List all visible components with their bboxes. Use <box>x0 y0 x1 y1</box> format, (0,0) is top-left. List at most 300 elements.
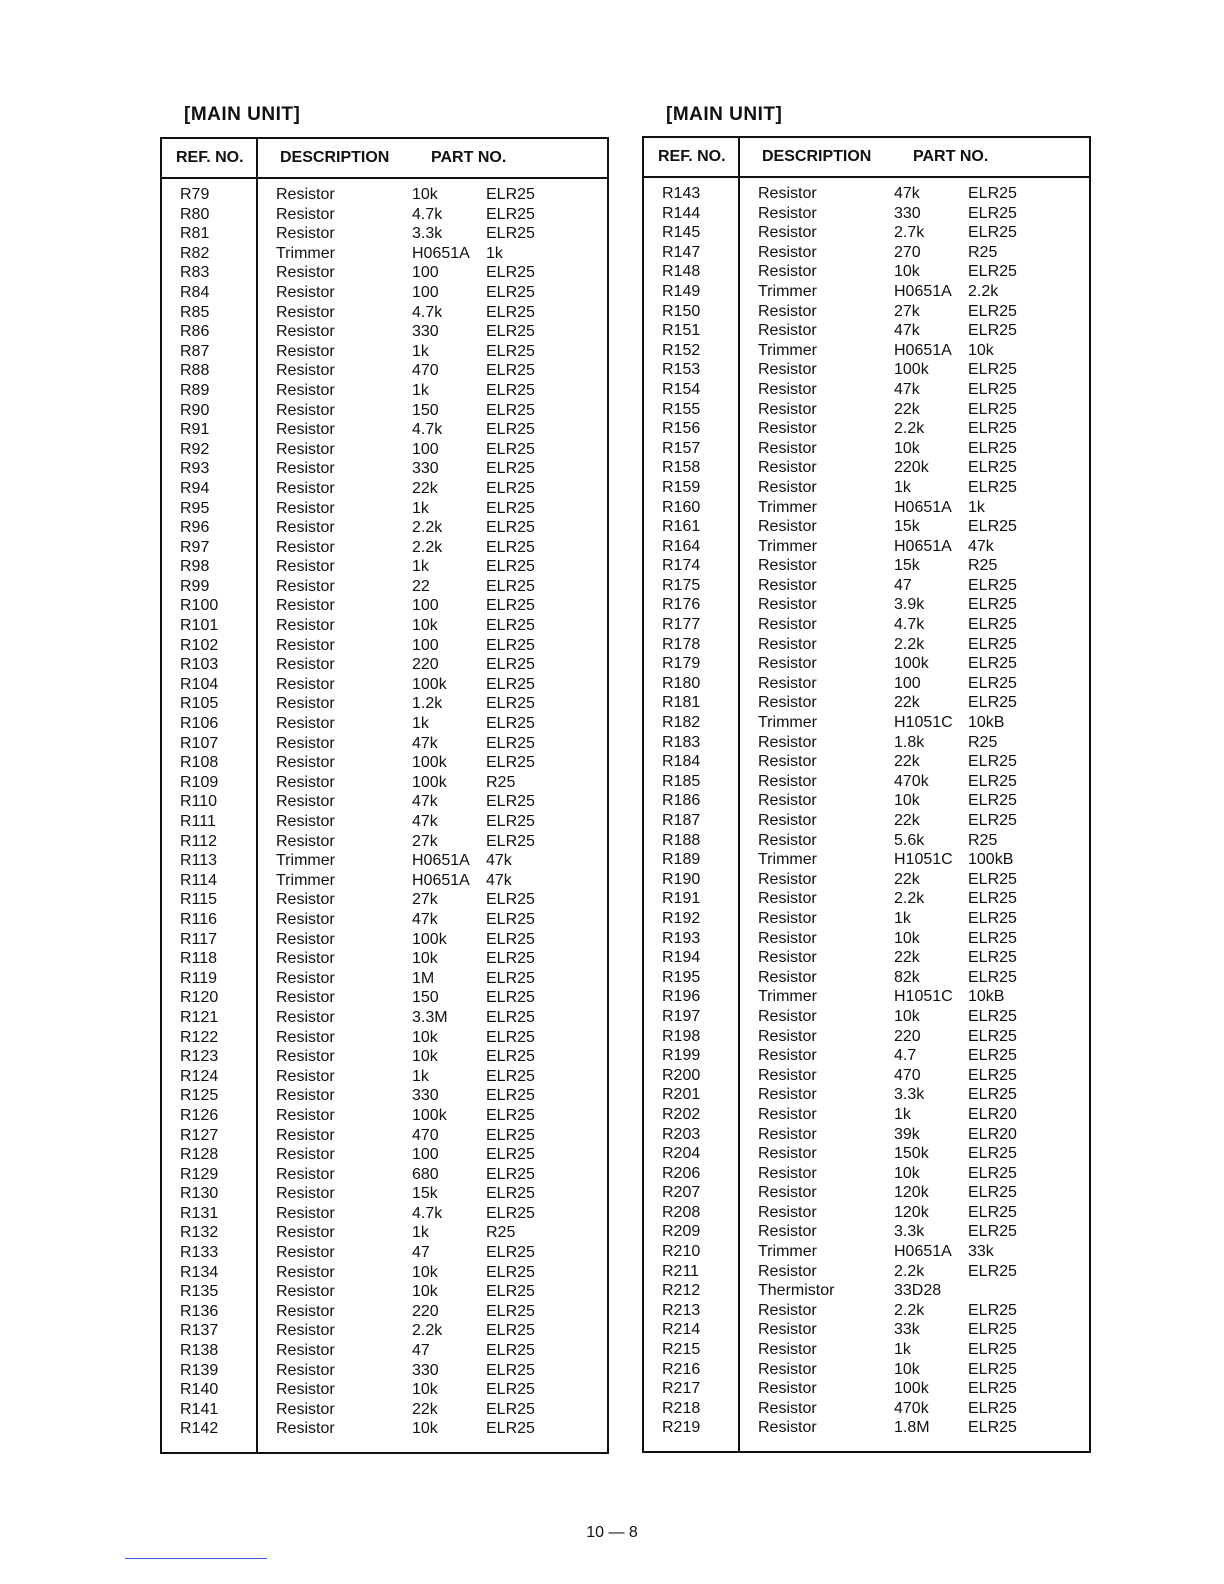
part-type-cell: ELR25 <box>968 1184 1017 1202</box>
table-rows <box>162 185 607 1439</box>
table-row <box>644 1125 1089 1145</box>
ref-no-cell: R130 <box>180 1185 219 1203</box>
ref-no-cell: R202 <box>662 1105 701 1123</box>
description-cell: Resistor <box>758 576 817 594</box>
description-cell: Resistor <box>758 655 817 673</box>
part-type-cell: ELR25 <box>486 421 535 439</box>
description-cell: Resistor <box>758 1341 817 1359</box>
part-type-cell: ELR25 <box>968 1164 1017 1182</box>
ref-no-cell: R174 <box>662 557 701 575</box>
part-type-cell: ELR25 <box>486 1361 535 1379</box>
table-row <box>162 538 607 558</box>
part-type-cell: ELR25 <box>968 1066 1017 1084</box>
part-type-cell: ELR25 <box>968 909 1017 927</box>
part-value-cell: 330 <box>894 204 921 222</box>
part-value-cell: 3.3k <box>894 1086 925 1104</box>
table-row <box>162 1282 607 1302</box>
table-row <box>162 753 607 773</box>
description-cell: Resistor <box>758 185 817 202</box>
ref-no-cell: R95 <box>180 499 210 517</box>
description-cell: Resistor <box>758 890 817 908</box>
table-row <box>644 1027 1089 1047</box>
ref-no-cell: R110 <box>180 793 218 811</box>
part-type-cell: ELR25 <box>968 812 1017 829</box>
table-row <box>644 282 1089 302</box>
part-value-cell: 22k <box>894 949 920 967</box>
description-cell: Resistor <box>758 635 817 653</box>
ref-no-cell: R89 <box>180 381 210 399</box>
table-row <box>162 890 607 910</box>
page-number: 10 — 8 <box>586 1524 638 1541</box>
table-row <box>162 1106 607 1126</box>
ref-no-cell: R135 <box>180 1283 219 1301</box>
table-row <box>162 185 607 205</box>
table-row <box>644 1105 1089 1125</box>
ref-no-cell: R207 <box>662 1184 701 1202</box>
description-cell: Resistor <box>758 733 817 751</box>
part-value-cell: 1k <box>412 342 429 360</box>
part-value-cell: 470 <box>412 362 439 380</box>
ref-no-cell: R136 <box>180 1302 219 1320</box>
ref-no-cell: R143 <box>662 185 701 202</box>
description-cell: Resistor <box>758 1380 817 1398</box>
description-cell: Resistor <box>758 459 817 477</box>
part-type-cell: ELR25 <box>968 1360 1017 1378</box>
part-type-cell: ELR25 <box>968 635 1017 653</box>
ref-no-cell: R86 <box>180 323 210 341</box>
ref-no-cell: R100 <box>180 597 219 615</box>
part-type-cell: ELR25 <box>486 1283 535 1301</box>
part-type-cell: ELR25 <box>486 479 535 497</box>
description-cell: Resistor <box>758 949 817 967</box>
ref-no-cell: R152 <box>662 341 701 359</box>
table-rows <box>644 184 1089 1438</box>
description-cell: Resistor <box>758 1399 817 1417</box>
part-type-cell: ELR25 <box>968 459 1017 477</box>
part-value-cell: 47 <box>412 1342 430 1360</box>
description-cell: Resistor <box>276 421 335 439</box>
ref-no-cell: R186 <box>662 792 701 810</box>
ref-no-cell: R175 <box>662 576 701 594</box>
part-type-cell: ELR25 <box>968 792 1017 810</box>
part-value-cell: 220 <box>412 1302 439 1320</box>
description-cell: Resistor <box>758 420 817 438</box>
part-type-cell: ELR25 <box>486 362 535 380</box>
part-value-cell: 470k <box>894 772 929 790</box>
table-row <box>644 556 1089 576</box>
table-row <box>644 360 1089 380</box>
ref-no-cell: R177 <box>662 616 701 634</box>
table-row <box>644 987 1089 1007</box>
description-cell: Resistor <box>758 1066 817 1084</box>
part-type-cell: ELR25 <box>968 949 1017 967</box>
table-row <box>162 1243 607 1263</box>
part-value-cell: H0651A <box>894 341 952 359</box>
part-value-cell: 470k <box>894 1399 929 1417</box>
part-type-cell: ELR25 <box>968 1399 1017 1417</box>
description-cell: Resistor <box>276 401 335 419</box>
description-cell: Resistor <box>758 518 817 536</box>
table-row <box>162 988 607 1008</box>
ref-no-cell: R138 <box>180 1342 219 1360</box>
part-value-cell: 1k <box>894 909 911 927</box>
table-row <box>644 400 1089 420</box>
part-value-cell: 470 <box>894 1066 921 1084</box>
description-cell: Resistor <box>758 694 817 712</box>
part-value-cell: 2.2k <box>894 420 925 438</box>
description-cell: Resistor <box>276 910 335 928</box>
description-cell: Resistor <box>276 930 335 948</box>
description-cell: Resistor <box>276 1342 335 1360</box>
ref-no-cell: R133 <box>180 1244 219 1262</box>
part-value-cell: 150k <box>894 1145 929 1163</box>
description-cell: Trimmer <box>276 871 335 889</box>
part-value-cell: 10k <box>894 1360 920 1378</box>
part-value-cell: 47k <box>894 185 920 202</box>
ref-no-cell: R108 <box>180 754 219 772</box>
table-row <box>162 1321 607 1341</box>
table-row <box>162 263 607 283</box>
table-row <box>162 381 607 401</box>
ref-no-cell: R128 <box>180 1146 219 1164</box>
part-type-cell: ELR25 <box>486 1342 535 1360</box>
ref-no-cell: R118 <box>180 950 218 968</box>
table-row <box>162 1263 607 1283</box>
description-cell: Resistor <box>276 519 335 537</box>
description-cell: Resistor <box>758 1086 817 1104</box>
part-value-cell: 22k <box>894 694 920 712</box>
part-type-cell: ELR25 <box>486 754 535 772</box>
ref-no-cell: R91 <box>180 421 210 439</box>
ref-no-cell: R132 <box>180 1224 219 1242</box>
part-value-cell: 4.7k <box>412 205 443 223</box>
ref-no-cell: R98 <box>180 558 210 576</box>
table-row <box>644 204 1089 224</box>
part-value-cell: 2.2k <box>412 519 443 537</box>
description-cell: Resistor <box>276 1400 335 1418</box>
ref-no-cell: R211 <box>662 1262 700 1280</box>
table-row <box>644 909 1089 929</box>
description-cell: Resistor <box>758 929 817 947</box>
footer-rule <box>125 1558 267 1559</box>
part-value-cell: 27k <box>412 832 438 850</box>
table-row <box>162 283 607 303</box>
table-row <box>644 635 1089 655</box>
description-cell: Resistor <box>276 577 335 595</box>
part-type-cell: ELR25 <box>968 518 1017 536</box>
table-row <box>644 831 1089 851</box>
table-row <box>644 693 1089 713</box>
part-value-cell: 100k <box>894 1380 929 1398</box>
table-header <box>162 139 607 179</box>
description-cell: Resistor <box>758 1262 817 1280</box>
part-value-cell: 10k <box>412 617 438 635</box>
part-type-cell: 1k <box>486 244 503 262</box>
part-value-cell: 15k <box>412 1185 438 1203</box>
table-row <box>644 850 1089 870</box>
part-type-cell: ELR25 <box>968 1380 1017 1398</box>
ref-no-cell: R161 <box>662 518 701 536</box>
part-type-cell: ELR25 <box>486 1204 535 1222</box>
part-value-cell: 22k <box>894 812 920 829</box>
part-type-cell: ELR25 <box>486 1106 535 1124</box>
table-row <box>644 341 1089 361</box>
ref-no-cell: R191 <box>662 890 701 908</box>
part-type-cell: 10kB <box>968 714 1005 732</box>
part-type-cell: R25 <box>968 831 998 849</box>
description-cell: Resistor <box>758 478 817 496</box>
part-value-cell: 1k <box>894 1341 911 1359</box>
description-cell: Resistor <box>758 1184 817 1202</box>
part-value-cell: 5.6k <box>894 831 925 849</box>
table-row <box>162 734 607 754</box>
part-type-cell: ELR25 <box>486 1028 535 1046</box>
table-row <box>644 1222 1089 1242</box>
description-cell: Resistor <box>276 362 335 380</box>
ref-no-cell: R200 <box>662 1066 701 1084</box>
part-value-cell: 1k <box>412 499 429 517</box>
ref-no-cell: R85 <box>180 303 210 321</box>
ref-no-cell: R159 <box>662 478 701 496</box>
ref-no-cell: R182 <box>662 714 701 732</box>
ref-no-cell: R115 <box>180 891 218 909</box>
ref-no-cell: R210 <box>662 1243 701 1261</box>
part-type-cell: ELR25 <box>486 656 535 674</box>
table-row <box>644 262 1089 282</box>
table-row <box>644 1262 1089 1282</box>
table-row <box>162 1184 607 1204</box>
table-row <box>162 342 607 362</box>
description-cell: Resistor <box>758 1125 817 1143</box>
ref-no-cell: R195 <box>662 968 701 986</box>
part-value-cell: 2.2k <box>412 538 443 556</box>
description-cell: Resistor <box>276 1028 335 1046</box>
description-cell: Resistor <box>276 1008 335 1026</box>
ref-no-cell: R190 <box>662 870 701 888</box>
ref-no-cell: R203 <box>662 1125 701 1143</box>
table-row <box>162 675 607 695</box>
part-value-cell: 47k <box>412 734 438 752</box>
description-cell: Resistor <box>758 596 817 614</box>
parts-table-left <box>160 137 609 1454</box>
part-type-cell: ELR25 <box>968 968 1017 986</box>
table-row <box>162 714 607 734</box>
table-row <box>162 499 607 519</box>
description-cell: Resistor <box>758 753 817 771</box>
table-row <box>162 577 607 597</box>
part-value-cell: 27k <box>412 891 438 909</box>
header-part-no: PART NO. <box>913 148 989 165</box>
header-description: DESCRIPTION <box>762 148 872 165</box>
part-value-cell: 47k <box>412 793 438 811</box>
description-cell: Resistor <box>276 832 335 850</box>
part-value-cell: 1k <box>412 558 429 576</box>
part-type-cell: ELR25 <box>486 969 535 987</box>
part-type-cell: 47k <box>968 537 994 555</box>
ref-no-cell: R149 <box>662 282 701 300</box>
description-cell: Resistor <box>276 1361 335 1379</box>
part-type-cell: ELR25 <box>486 1087 535 1105</box>
part-type-cell: ELR25 <box>968 204 1017 222</box>
description-cell: Resistor <box>758 616 817 634</box>
part-value-cell: 22k <box>412 479 438 497</box>
table-row <box>162 322 607 342</box>
ref-no-cell: R113 <box>180 852 218 870</box>
part-value-cell: 120k <box>894 1203 929 1221</box>
table-row <box>644 517 1089 537</box>
ref-no-cell: R150 <box>662 302 701 320</box>
table-row <box>644 595 1089 615</box>
ref-no-cell: R147 <box>662 243 701 261</box>
part-value-cell: 680 <box>412 1165 439 1183</box>
ref-no-cell: R206 <box>662 1164 701 1182</box>
ref-no-cell: R193 <box>662 929 701 947</box>
part-type-cell: ELR25 <box>486 401 535 419</box>
part-type-cell: ELR25 <box>486 636 535 654</box>
part-type-cell: 33k <box>968 1243 994 1261</box>
description-cell: Resistor <box>758 1223 817 1241</box>
part-type-cell: ELR25 <box>486 1126 535 1144</box>
ref-no-cell: R97 <box>180 538 210 556</box>
table-row <box>644 1066 1089 1086</box>
part-type-cell: 47k <box>486 871 512 889</box>
description-cell: Resistor <box>758 439 817 457</box>
part-value-cell: 47k <box>894 322 920 340</box>
table-row <box>162 401 607 421</box>
ref-no-cell: R197 <box>662 1007 701 1025</box>
description-cell: Resistor <box>276 950 335 968</box>
description-cell: Resistor <box>758 400 817 418</box>
part-value-cell: 47 <box>412 1244 430 1262</box>
description-cell: Resistor <box>276 479 335 497</box>
table-row <box>162 1419 607 1439</box>
part-value-cell: 100 <box>412 264 439 282</box>
part-value-cell: 100k <box>412 930 447 948</box>
ref-no-cell: R219 <box>662 1419 701 1437</box>
part-value-cell: 2.2k <box>412 1322 443 1340</box>
part-type-cell: ELR25 <box>486 1185 535 1203</box>
part-type-cell: ELR25 <box>968 674 1017 692</box>
table-row <box>644 1203 1089 1223</box>
part-value-cell: 22 <box>412 577 430 595</box>
part-type-cell: ELR25 <box>968 361 1017 379</box>
ref-no-cell: R116 <box>180 910 218 928</box>
part-type-cell: ELR25 <box>968 478 1017 496</box>
part-value-cell: 330 <box>412 460 439 478</box>
description-cell: Trimmer <box>276 852 335 870</box>
ref-no-cell: R117 <box>180 930 218 948</box>
ref-no-cell: R141 <box>180 1400 219 1418</box>
description-cell: Resistor <box>276 303 335 321</box>
ref-no-cell: R87 <box>180 342 210 360</box>
description-cell: Thermistor <box>758 1282 835 1300</box>
part-value-cell: 15k <box>894 518 920 536</box>
description-cell: Resistor <box>276 1204 335 1222</box>
part-type-cell: ELR25 <box>968 420 1017 438</box>
description-cell: Resistor <box>276 205 335 223</box>
ref-no-cell: R198 <box>662 1027 701 1045</box>
part-type-cell: ELR25 <box>486 989 535 1007</box>
description-cell: Resistor <box>276 1106 335 1124</box>
part-value-cell: 1M <box>412 969 435 987</box>
part-value-cell: 2.2k <box>894 890 925 908</box>
description-cell: Resistor <box>758 1164 817 1182</box>
part-value-cell: 10k <box>894 792 920 810</box>
table-row <box>644 1164 1089 1184</box>
part-value-cell: 1k <box>894 1105 911 1123</box>
table-row <box>162 1008 607 1028</box>
ref-no-cell: R131 <box>180 1204 219 1222</box>
part-value-cell: H0651A <box>894 537 952 555</box>
description-cell: Resistor <box>276 813 335 830</box>
description-cell: Resistor <box>758 1047 817 1065</box>
ref-no-cell: R209 <box>662 1223 701 1241</box>
description-cell: Resistor <box>758 322 817 340</box>
header-description: DESCRIPTION <box>280 149 390 166</box>
description-cell: Resistor <box>758 1419 817 1437</box>
description-cell: Resistor <box>276 715 335 733</box>
part-type-cell: ELR25 <box>486 617 535 635</box>
part-type-cell: ELR25 <box>968 1262 1017 1280</box>
description-cell: Resistor <box>276 342 335 360</box>
table-row <box>162 694 607 714</box>
part-value-cell: 10k <box>894 1164 920 1182</box>
part-type-cell: R25 <box>968 243 998 261</box>
table-row <box>162 205 607 225</box>
ref-no-cell: R124 <box>180 1067 219 1085</box>
ref-no-cell: R119 <box>180 969 218 987</box>
part-value-cell: 10k <box>412 1263 438 1281</box>
table-row <box>162 910 607 930</box>
part-value-cell: 470 <box>412 1126 439 1144</box>
part-value-cell: 10k <box>894 929 920 947</box>
ref-no-cell: R106 <box>180 715 219 733</box>
ref-no-cell: R114 <box>180 871 218 889</box>
description-cell: Resistor <box>276 989 335 1007</box>
description-cell: Resistor <box>276 283 335 301</box>
part-value-cell: 1k <box>412 715 429 733</box>
description-cell: Resistor <box>758 968 817 986</box>
description-cell: Resistor <box>276 323 335 341</box>
part-type-cell: ELR25 <box>968 185 1017 202</box>
table-row <box>162 1086 607 1106</box>
part-value-cell: 27k <box>894 302 920 320</box>
part-value-cell: 330 <box>412 1361 439 1379</box>
part-type-cell: ELR20 <box>968 1105 1017 1123</box>
description-cell: Resistor <box>758 792 817 810</box>
header-part-no: PART NO. <box>431 149 507 166</box>
table-row <box>162 361 607 381</box>
part-type-cell: ELR25 <box>968 322 1017 340</box>
description-cell: Resistor <box>758 1027 817 1045</box>
description-cell: Resistor <box>276 460 335 478</box>
ref-no-cell: R183 <box>662 733 701 751</box>
description-cell: Resistor <box>276 675 335 693</box>
part-value-cell: 33k <box>894 1321 920 1339</box>
part-value-cell: 1.2k <box>412 695 443 713</box>
part-value-cell: 330 <box>412 1087 439 1105</box>
description-cell: Resistor <box>276 440 335 458</box>
part-type-cell: ELR25 <box>486 695 535 713</box>
description-cell: Resistor <box>276 1244 335 1262</box>
part-type-cell: ELR25 <box>486 519 535 537</box>
ref-no-cell: R79 <box>180 186 210 203</box>
part-type-cell: ELR25 <box>968 1086 1017 1104</box>
ref-no-cell: R192 <box>662 909 701 927</box>
table-row <box>162 792 607 812</box>
table-row <box>162 518 607 538</box>
table-row <box>644 1360 1089 1380</box>
